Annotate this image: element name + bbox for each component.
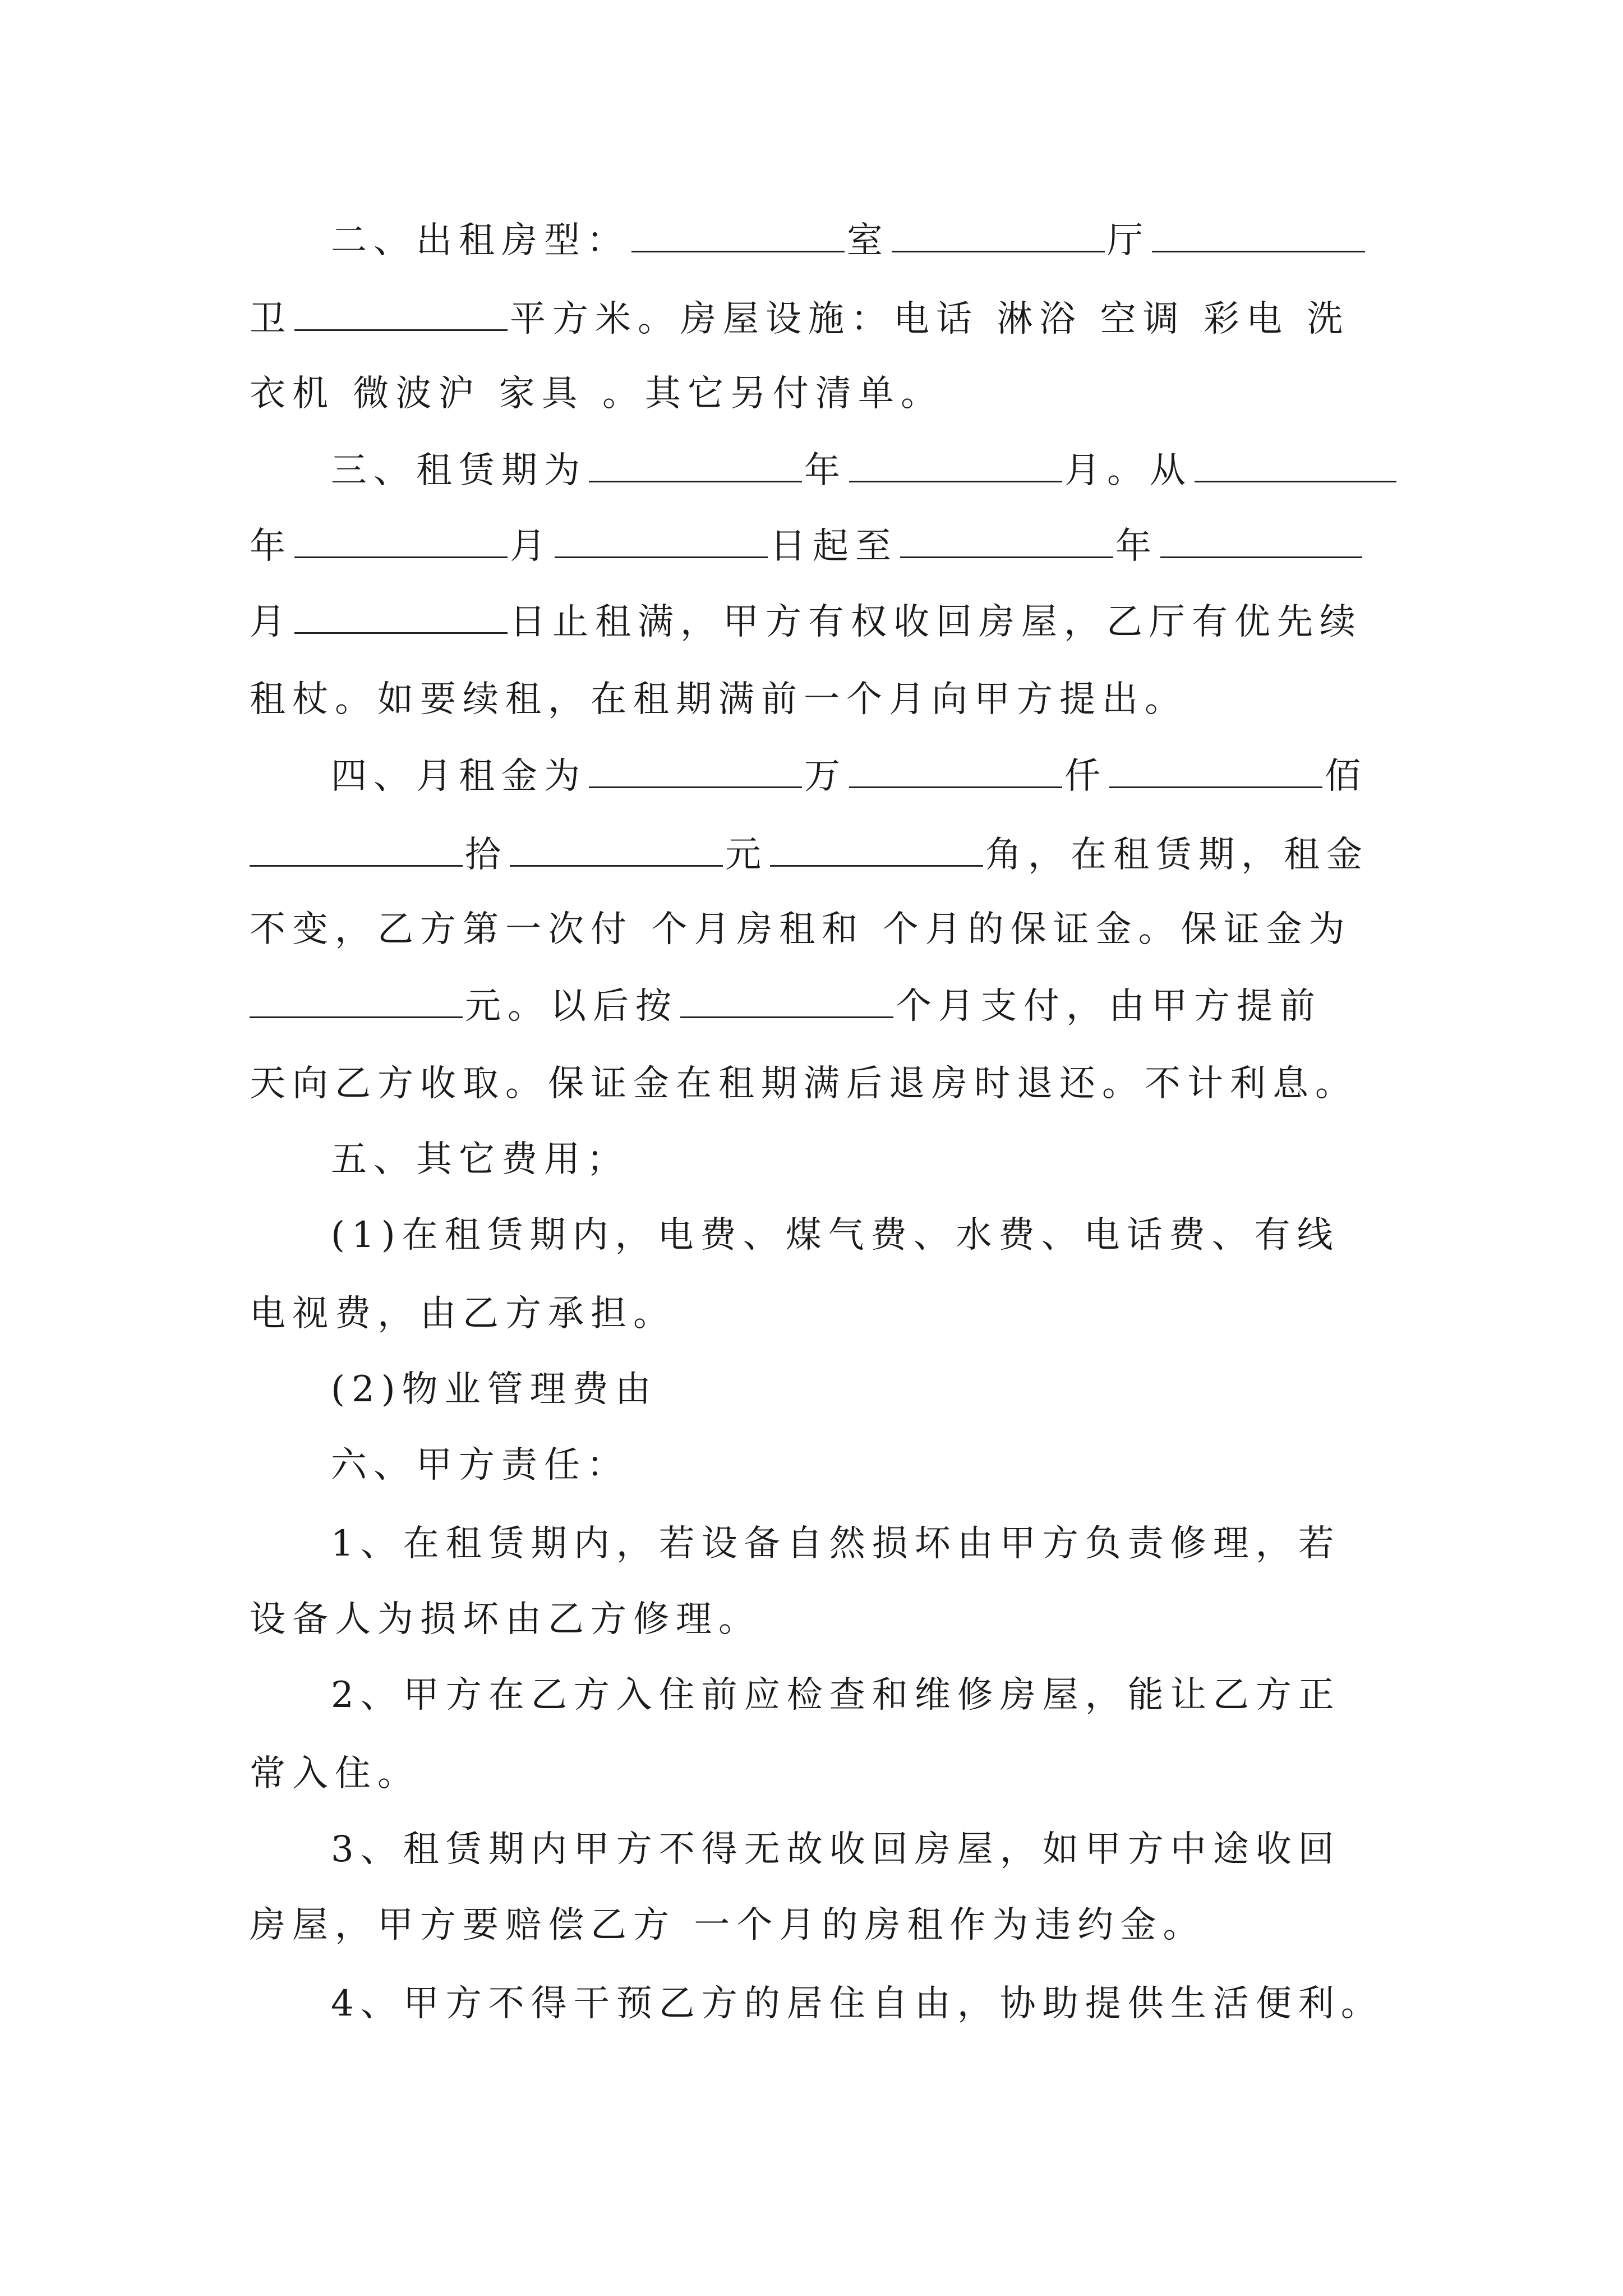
blank-field[interactable] [849,757,1062,788]
text: 年 [804,450,847,491]
blank-field[interactable] [589,757,802,788]
clause-5-heading [331,1139,629,1180]
text: 设备人为损坏由乙方修理。 [250,1599,761,1640]
blank-field[interactable] [900,527,1113,558]
text: 角，在租赁期，租金 [985,834,1369,876]
clause-6-item-3-line-2 [250,1904,1206,1946]
text: 室 [847,220,889,261]
blank-field[interactable] [631,222,845,252]
blank-field[interactable] [294,300,508,331]
clause-4-line-1 [331,756,1367,797]
clause-4-line-4 [250,986,1322,1027]
blank-field[interactable] [589,452,802,482]
text: 三、租赁期为 [331,450,587,491]
text: 年 [250,526,292,567]
clause-4-line-2 [250,834,1369,876]
blank-field[interactable] [250,836,463,867]
blank-field[interactable] [770,836,983,867]
text: (2)物业管理费由 [331,1369,658,1410]
text: 3、租赁期内甲方不得无故收回房屋，如甲方中途收回 [331,1829,1341,1870]
clause-6-item-4 [331,1983,1384,2024]
text: 不变，乙方第一次付 个月房租和 个月的保证金。保证金为 [250,909,1352,950]
text: 月。从 [1064,450,1192,491]
text: 租杖。如要续租，在租期满前一个月向甲方提出。 [250,679,1187,720]
text: 拾 [465,834,508,876]
text: 年 [1115,526,1158,567]
text: 六、甲方责任： [331,1444,629,1486]
text: 月 [250,601,292,643]
text: 电视费，由乙方承担。 [250,1293,676,1335]
clause-2-line-3 [250,373,944,415]
text: 元 [725,834,768,876]
blank-field[interactable] [250,987,463,1018]
clause-2-line-2 [250,298,1350,340]
text: 1、在租赁期内，若设备自然损坏由甲方负责修理，若 [331,1523,1341,1565]
blank-field[interactable] [849,452,1062,482]
blank-field[interactable] [680,987,893,1018]
text: 日起至 [770,526,898,567]
text: (1)在租赁期内，电费、煤气费、水费、电话费、有线 [331,1214,1340,1256]
clause-3-line-2 [250,526,1364,567]
clause-2-line-1 [331,222,1367,259]
blank-field[interactable] [1160,527,1362,558]
text: 2、甲方在乙方入住前应检查和维修房屋，能让乙方正 [331,1674,1341,1716]
text: 个月支付，由甲方提前 [896,986,1322,1027]
blank-field[interactable] [294,603,508,634]
text: 五、其它费用； [331,1139,629,1180]
text: 衣机 微波沪 家具 。其它另付清单。 [250,373,944,415]
text: 四、月租金为 [331,756,587,797]
text: 房屋，甲方要赔偿乙方 一个月的房租作为违约金。 [250,1904,1206,1946]
blank-field[interactable] [1152,222,1365,252]
clause-6-item-1-line-1 [331,1523,1341,1565]
text: 月 [510,526,552,567]
clause-6-item-1-line-2 [250,1599,761,1640]
text: 佰 [1325,756,1367,797]
clause-5-item-1-line-1 [331,1214,1340,1256]
clause-3-line-4 [250,679,1187,720]
blank-field[interactable] [1195,452,1396,482]
text: 天向乙方收取。保证金在租期满后退房时退还。不计利息。 [250,1063,1358,1105]
clause-5-item-1-line-2 [250,1293,676,1335]
text: 仟 [1064,756,1107,797]
clause-6-item-2-line-2 [250,1753,420,1795]
text: 平方米。房屋设施：电话 淋浴 空调 彩电 洗 [510,298,1350,340]
text: 常入住。 [250,1753,420,1795]
text: 元。以后按 [465,986,678,1027]
text: 卫 [250,298,292,340]
text: 厅 [1107,220,1150,261]
blank-field[interactable] [555,527,768,558]
clause-5-item-2 [331,1369,658,1410]
clause-4-line-3 [250,909,1352,950]
text: 4、甲方不得干预乙方的居住自由，协助提供生活便利。 [331,1983,1384,2024]
text: 二、出租房型： [331,220,629,261]
blank-field[interactable] [510,836,723,867]
clause-4-line-5 [250,1063,1358,1105]
clause-6-heading [331,1444,629,1486]
clause-6-item-3-line-1 [331,1829,1341,1870]
text: 日止租满，甲方有权收回房屋，乙厅有优先续 [510,601,1362,643]
text: 万 [804,756,847,797]
blank-field[interactable] [1109,757,1322,788]
clause-3-line-1 [331,452,1399,489]
blank-field[interactable] [892,222,1105,252]
clause-3-line-3 [250,601,1362,643]
clause-6-item-2-line-1 [331,1674,1341,1716]
blank-field[interactable] [294,527,508,558]
